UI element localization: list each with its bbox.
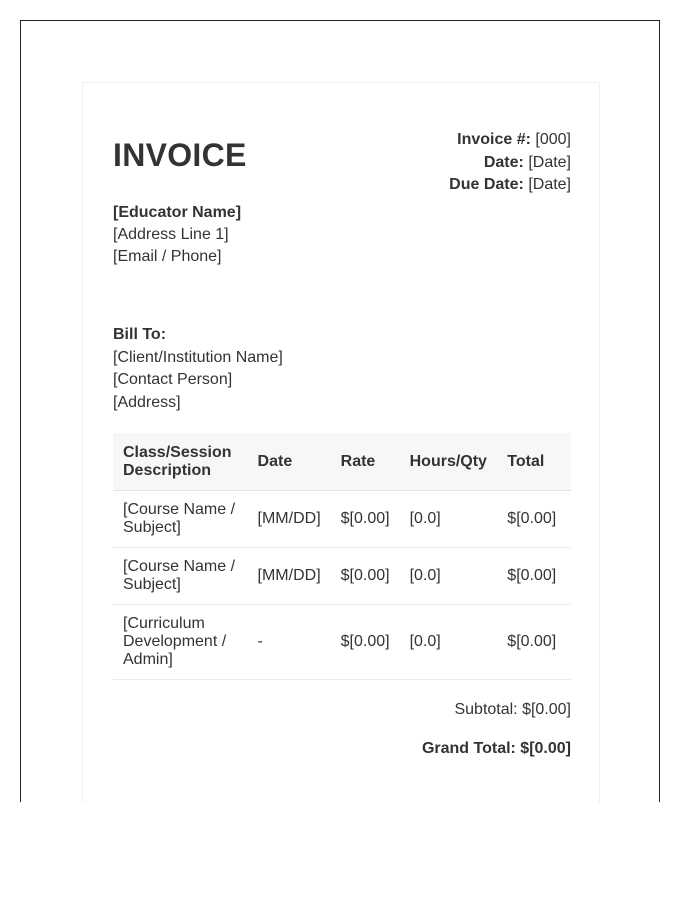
invoice-date-value: [Date] xyxy=(528,153,571,171)
cell-rate: $[0.00] xyxy=(331,548,400,605)
header-rate: Rate xyxy=(331,433,400,491)
cell-hours-qty: [0.0] xyxy=(400,491,498,548)
bill-to-contact-person: [Contact Person] xyxy=(113,371,233,388)
invoice-number-line xyxy=(449,129,571,152)
sender-address: [Address Line 1] xyxy=(113,226,229,243)
invoice-date-line xyxy=(449,152,571,175)
cell-description: [Course Name / Subject] xyxy=(113,491,248,548)
cell-total: $[0.00] xyxy=(497,491,571,548)
header-description: Class/Session Description xyxy=(113,433,248,491)
grand-total: Grand Total: $[0.00] xyxy=(421,740,571,757)
cell-date: [MM/DD] xyxy=(248,491,331,548)
sender-name: [Educator Name] xyxy=(113,204,242,221)
table-header-row xyxy=(113,433,571,491)
bill-to-client: [Client/Institution Name] xyxy=(113,348,283,366)
table-row xyxy=(113,491,571,548)
invoice-due-value: [Date] xyxy=(528,176,571,193)
invoice-date-label: Date: xyxy=(483,153,524,171)
invoice-number-label: Invoice #: xyxy=(457,131,531,148)
subtotal: Subtotal: $[0.00] xyxy=(454,701,571,718)
invoice-sheet xyxy=(82,82,600,803)
cell-total: $[0.00] xyxy=(497,548,571,605)
bill-to-label: Bill To: xyxy=(113,326,167,343)
cell-rate: $[0.00] xyxy=(331,491,400,548)
bill-to-address: [Address] xyxy=(113,393,181,411)
sender-block xyxy=(113,202,241,268)
invoice-due-line xyxy=(449,174,571,197)
cell-hours-qty: [0.0] xyxy=(400,548,498,605)
cell-date: - xyxy=(248,605,331,680)
header-total: Total xyxy=(497,433,571,491)
cell-total: $[0.00] xyxy=(497,605,571,680)
table-row xyxy=(113,548,571,605)
invoice-due-label: Due Date: xyxy=(449,176,524,193)
line-items-table xyxy=(113,433,571,680)
page-frame xyxy=(20,20,660,802)
cell-description: [Curriculum Development / Admin] xyxy=(113,605,248,680)
invoice-meta xyxy=(449,129,571,197)
cell-date: [MM/DD] xyxy=(248,548,331,605)
invoice-number-value: [000] xyxy=(535,131,571,148)
table-row xyxy=(113,605,571,680)
cell-hours-qty: [0.0] xyxy=(400,605,498,680)
header-hours-qty: Hours/Qty xyxy=(400,433,498,491)
bill-to-block xyxy=(113,324,283,414)
invoice-title: INVOICE xyxy=(113,137,247,173)
cell-rate: $[0.00] xyxy=(331,605,400,680)
header-date: Date xyxy=(248,433,331,491)
sender-contact: [Email / Phone] xyxy=(113,248,222,265)
cell-description: [Course Name / Subject] xyxy=(113,548,248,605)
